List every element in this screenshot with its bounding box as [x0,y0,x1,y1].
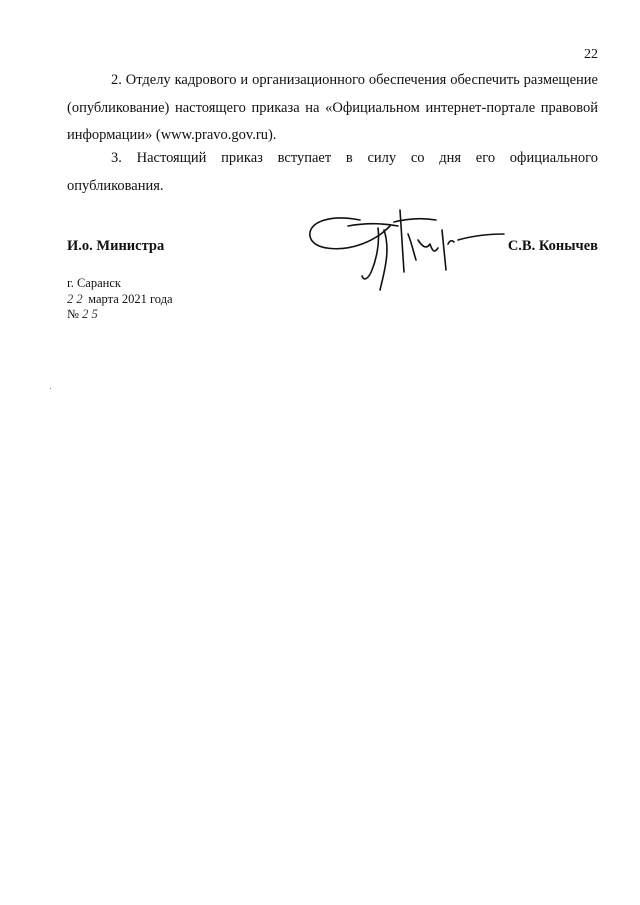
number-sign: № [67,307,79,321]
signer-name: С.В. Конычев [507,238,598,254]
handwritten-order-number: 2 5 [82,307,98,321]
city: г. Саранск [67,276,121,290]
margin-mark [50,388,51,389]
paragraph-item-2: 2. Отделу кадрового и организационного обеспечения обеспечить размещение (опубликование) настоящего приказа на «Официальном интернет-портале правовой информации» (www.pravo.gov.ru). [67,72,598,143]
paragraph-item-3: 3. Настоящий приказ вступает в силу со дня его официального опубликования. [67,150,598,194]
place-date-block [67,276,173,323]
signer-title: И.о. Министра [67,238,165,254]
date-line [67,292,173,308]
handwritten-signature [300,200,510,300]
order-number-line [67,307,173,323]
handwritten-day: 2 2 [67,291,83,306]
month-year: марта 2021 года [88,291,173,306]
page-number: 22 [584,47,598,62]
